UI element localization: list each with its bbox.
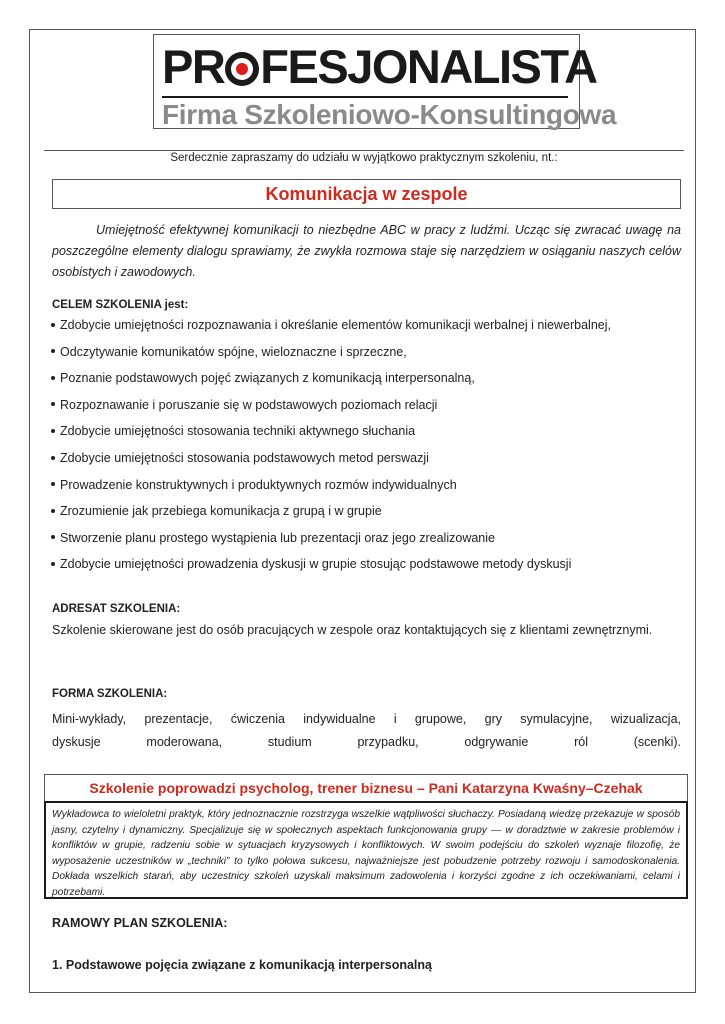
trainer-heading: Szkolenie poprowadzi psycholog, trener biznesu – Pani Katarzyna Kwaśny–Czehak	[89, 780, 643, 796]
logo-red-dot	[236, 63, 248, 75]
list-item: Rozpoznawanie i poruszanie się w podstawowych poziomach relacji	[48, 394, 688, 421]
bullet-icon	[51, 535, 55, 539]
format-label: FORMA SZKOLENIA:	[52, 688, 168, 700]
trainer-bio-box	[44, 801, 688, 899]
bullet-icon	[51, 509, 55, 513]
goals-list	[48, 314, 688, 580]
trainer-heading-box	[44, 774, 688, 802]
format-line-1: Mini-wykłady, prezentacje, ćwiczenia indywidualne i grupowe, gry symulacyjne, wizualizacja,	[52, 712, 681, 726]
bullet-icon	[51, 482, 55, 486]
bullet-icon	[51, 376, 55, 380]
trainer-bio: Wykładowca to wieloletni praktyk, który jednoznacznie rozstrzyga wszelkie wątpliwości słuchaczy. Posiadaną wiedzę przekazuje w sposób jasny, czytelny i dynamiczny. Specjalizuje się w społecznych aspektach funkcjonowania grupy — w doradztwie w zakresie problemów i konfliktów w grupie, radzeniu sobie w sytuacjach kryzysowych i konfliktowych. W swoim podejściu do szkoleń wyznaje filozofię, że wyposażenie uczestników w „techniki” to tylko połowa sukcesu, najważniejsze jest pobudzenie potrzeby rozwoju i samodoskonalenia. Dokłada wszelkich starań, aby uczestnicy szkoleń uzyskali maksimum zadowolenia i korzyści zgodne z ich oczekiwaniami, celami i potrzebami.	[52, 809, 680, 898]
logo-subtitle: Firma Szkoleniowo-Konsultingowa	[162, 99, 617, 130]
format-text	[52, 708, 681, 754]
bullet-icon	[51, 562, 55, 566]
bullet-icon	[51, 429, 55, 433]
bullet-icon	[51, 402, 55, 406]
list-item: Prowadzenie konstruktywnych i produktywnych rozmów indywidualnych	[48, 474, 688, 501]
training-title-box	[52, 179, 681, 209]
goals-label: CELEM SZKOLENIA jest:	[52, 299, 189, 311]
bullet-icon	[51, 456, 55, 460]
audience-label: ADRESAT SZKOLENIA:	[52, 603, 181, 615]
audience-text: Szkolenie skierowane jest do osób pracujących w zespole oraz kontaktujących się z klientami zewnętrznymi.	[52, 623, 653, 637]
list-item: Poznanie podstawowych pojęć związanych z komunikacją interpersonalną,	[48, 367, 688, 394]
bullet-icon	[51, 349, 55, 353]
list-item: Odczytywanie komunikatów spójne, wieloznaczne i sprzeczne,	[48, 341, 688, 368]
training-title: Komunikacja w zespole	[265, 184, 468, 204]
header-divider	[44, 150, 684, 151]
logo-brand-name: PR FESJONALISTA	[162, 40, 597, 93]
bullet-icon	[51, 323, 55, 327]
list-item: Stworzenie planu prostego wystąpienia lub prezentacji oraz jego zrealizowanie	[48, 527, 688, 554]
format-line-2: dyskusje moderowana, studium przypadku, odgrywanie ról (scenki).	[52, 735, 681, 749]
logo-target-icon	[225, 52, 259, 86]
invitation-text: Serdecznie zapraszamy do udziału w wyjątkowo praktycznym szkoleniu, nt.:	[170, 152, 558, 164]
list-item: Zdobycie umiejętności stosowania podstawowych metod perswazji	[48, 447, 688, 474]
plan-item-1: 1. Podstawowe pojęcia związane z komunikacją interpersonalną	[52, 958, 432, 972]
list-item: Zrozumienie jak przebiega komunikacja z grupą i w grupie	[48, 500, 688, 527]
plan-heading: RAMOWY PLAN SZKOLENIA:	[52, 916, 228, 930]
list-item: Zdobycie umiejętności prowadzenia dyskusji w grupie stosując podstawowe metody dyskusji	[48, 553, 688, 580]
company-logo	[153, 34, 617, 130]
list-item: Zdobycie umiejętności rozpoznawania i określanie elementów komunikacji werbalnej i niewerbalnej,	[48, 314, 688, 341]
intro-paragraph: Umiejętność efektywnej komunikacji to niezbędne ABC w pracy z ludźmi. Ucząc się zwracać uwagę na poszczególne elementy dialogu sprawiamy, że zwykła rozmowa staje się narzędziem w osiąganiu naszych celów osobistych i zawodowych.	[52, 223, 681, 279]
logo-divider	[162, 96, 568, 98]
list-item: Zdobycie umiejętności stosowania techniki aktywnego słuchania	[48, 420, 688, 447]
